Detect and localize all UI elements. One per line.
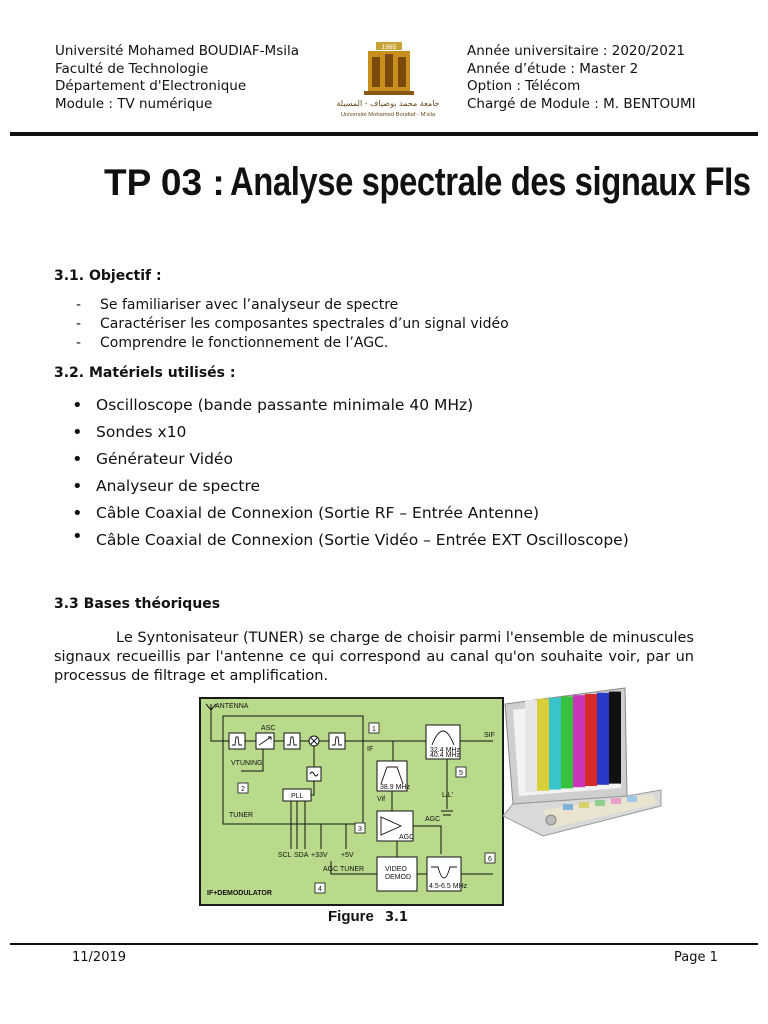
list-item: - Caractériser les composantes spectrales d’un signal vidéo (54, 315, 509, 334)
header-divider (10, 132, 758, 136)
figure-caption (328, 906, 408, 925)
logo-year: 1985 (381, 44, 397, 51)
label-scl: SCL (278, 852, 292, 859)
title-main: Analyse spectrale des signaux FIs (229, 160, 751, 204)
university-name: Université Mohamed BOUDIAF-Msila (55, 43, 299, 59)
bases-paragraph: Le Syntonisateur (TUNER) se charge de choisir parmi l'ensemble de minuscules signaux recueillis par l'antenne ce qui correspond au canal qu'on souhaite voir, par un processus de filtrage et amplification. (54, 630, 694, 684)
header-left (55, 43, 299, 113)
list-item: • Sondes x10 (72, 419, 642, 446)
materiels-list (72, 392, 642, 550)
color-bar (537, 699, 549, 791)
figure-number: 3.1 (384, 910, 408, 925)
section-materiels-heading: 3.2. Matériels utilisés : (54, 365, 236, 381)
color-bar (609, 692, 621, 784)
objectif-list (54, 296, 509, 353)
title-prefix: TP 03 : (104, 162, 225, 203)
block-diagram-svg (201, 699, 502, 904)
label-5v: +5V (341, 852, 354, 859)
callout-5: 5 (459, 770, 463, 777)
option: Option : Télécom (467, 78, 581, 94)
label-if-demodulator: IF+DEMODULATOR (207, 890, 272, 897)
callout-6: 6 (488, 856, 492, 863)
footer-divider (10, 943, 758, 945)
label-antenna: ANTENNA (215, 703, 249, 710)
color-bar (573, 695, 585, 787)
module-name: Module : TV numérique (55, 95, 213, 112)
logo-latin: Université Mohamed Boudiaf - M'sila (340, 112, 436, 118)
label-demod: DEMOD (385, 874, 412, 881)
university-logo (326, 42, 450, 124)
section-objectif-heading: 3.1. Objectif : (54, 268, 162, 284)
label-mhz-2: 40.4 MHz (430, 752, 460, 759)
color-bar (549, 698, 561, 790)
list-item: • Générateur Vidéo (72, 446, 642, 473)
video-generator-image (503, 686, 663, 856)
header-right (467, 43, 696, 113)
color-bar (597, 693, 609, 785)
study-year: Année d’étude : Master 2 (467, 60, 639, 77)
label-vtuning: VTUNING (231, 760, 263, 767)
callout-1: 1 (372, 726, 376, 733)
list-item: • Câble Coaxial de Connexion (Sortie RF – Entrée Antenne) (72, 500, 642, 527)
label-if: IF (367, 746, 374, 753)
label-sif: SIF (484, 732, 495, 739)
color-bar (561, 696, 573, 788)
label-mhz-1: 32.4 MHz (430, 747, 460, 754)
color-bars (525, 692, 621, 792)
module-lecturer: Chargé de Module : M. BENTOUMI (467, 95, 696, 112)
label-agc-inner: AGC (399, 834, 415, 841)
list-item: - Se familiariser avec l’analyseur de spectre (54, 296, 509, 315)
label-agc-tuner: AGC TUNER (323, 866, 365, 873)
list-item: • Câble Coaxial de Connexion (Sortie Vidéo – Entrée EXT Oscilloscope) (72, 527, 642, 550)
callout-4: 4 (318, 886, 322, 893)
list-item: • Analyseur de spectre (72, 473, 642, 500)
color-bar (525, 700, 537, 792)
label-mhz-4: 4.5-6.5 MHz (429, 883, 468, 890)
academic-year: Année universitaire : 2020/2021 (467, 43, 686, 59)
page-number: Page 1 (674, 950, 718, 965)
logo-arabic: جامعة محمد بوضياف - المسيلة (336, 99, 440, 108)
faculty-name: Faculté de Technologie (55, 60, 209, 77)
list-item: - Comprendre le fonctionnement de l’AGC. (54, 334, 509, 353)
figure-word: Figure (328, 908, 374, 925)
page-title (104, 160, 768, 205)
section-bases-heading: 3.3 Bases théoriques (54, 596, 221, 612)
callout-3: 3 (358, 826, 362, 833)
list-item: • Oscilloscope (bande passante minimale 40 MHz) (72, 392, 642, 419)
label-33v: +33V (311, 852, 328, 859)
label-video: VIDEO (385, 866, 407, 873)
label-ll: L/L' (442, 792, 454, 799)
label-mhz-3: 38.9 MHz (380, 784, 410, 791)
label-agc: AGC (425, 816, 441, 823)
label-sda: SDA (294, 852, 309, 859)
label-pll: PLL (291, 793, 304, 800)
department-name: Département d'Electronique (55, 78, 247, 94)
footer-date: 11/2019 (72, 950, 127, 965)
callout-2: 2 (241, 786, 245, 793)
label-vif: Vif (377, 796, 386, 803)
label-tuner: TUNER (229, 812, 254, 819)
color-bar (585, 694, 597, 786)
tuner-block-diagram (199, 697, 504, 906)
label-asc: ASC (261, 725, 276, 732)
